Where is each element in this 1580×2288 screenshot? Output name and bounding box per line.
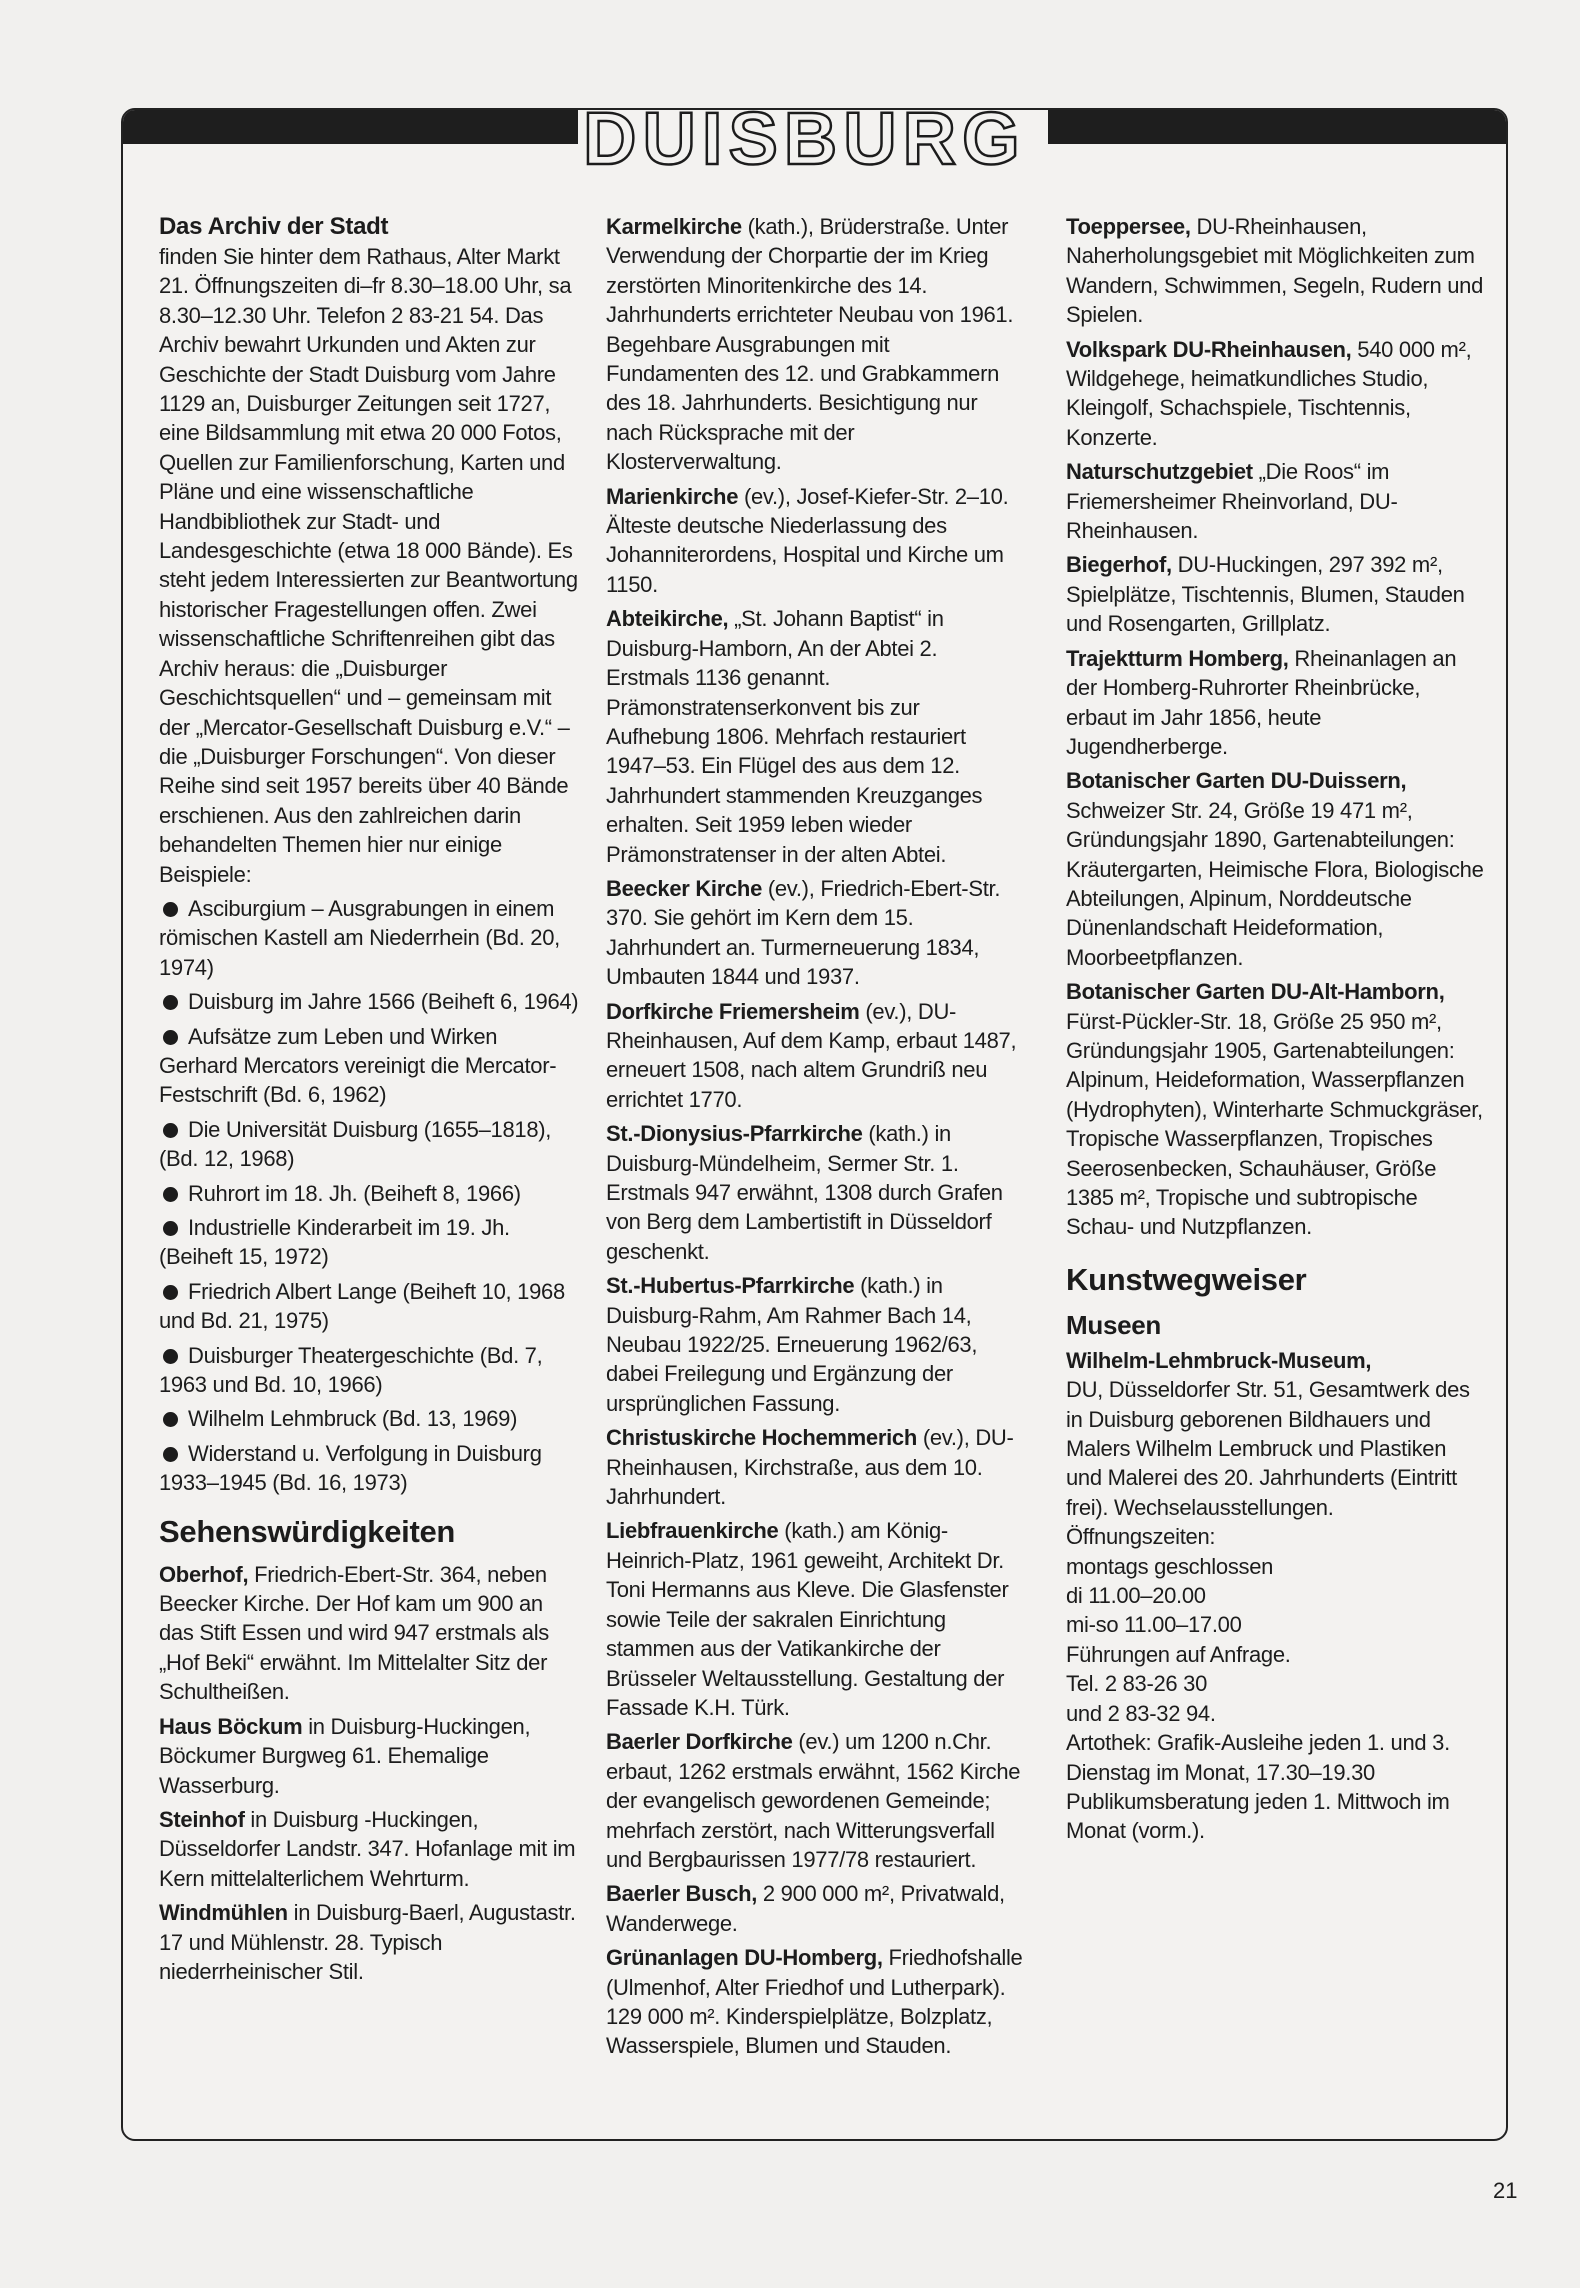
museum-text: DU, Düsseldorfer Str. 51, Gesamtwerk des in Duisburg geborenen Bildhauers und Malers Wilhelm Lembruck und Plastiken und Malerei des 20. Jahrhunderts (Eintritt frei). Wechselausstellungen.	[1066, 1377, 1470, 1520]
entry: Toeppersee, DU-Rheinhausen, Naherholungsgebiet mit Möglichkeiten zum Wandern, Schwimmen, Segeln, Rudern und Spielen.	[1066, 214, 1484, 328]
bullet-icon	[163, 995, 178, 1010]
museen-subheading: Museen	[1066, 1309, 1162, 1340]
artothek-text: Artothek: Grafik-Ausleihe jeden 1. und 3. Dienstag im Monat, 17.30–19.30 Publikumsberatung jeden 1. Mittwoch im Monat (vorm.).	[1066, 1730, 1450, 1844]
archiv-bullet: Industrielle Kinderarbeit im 19. Jh. (Beiheft 15, 1972)	[159, 1215, 510, 1270]
entry: Haus Böckum in Duisburg-Huckingen, Böckumer Burgweg 61. Ehemalige Wasserburg.	[159, 1713, 531, 1798]
sehens-heading: Sehenswürdigkeiten	[159, 1513, 456, 1549]
entry: Baerler Busch, 2 900 000 m², Privatwald, Wanderwege.	[606, 1881, 1005, 1936]
bullet-icon	[163, 1030, 178, 1045]
column-2	[606, 212, 1026, 2066]
bullet-icon	[163, 1412, 178, 1427]
archiv-bullet: Wilhelm Lehmbruck (Bd. 13, 1969)	[159, 1404, 579, 1433]
bullet-icon	[163, 1221, 178, 1236]
archiv-bullet: Widerstand u. Verfolgung in Duisburg 1933–1945 (Bd. 16, 1973)	[159, 1440, 542, 1496]
column-3	[1066, 212, 1486, 1846]
entry: Baerler Dorfkirche (ev.) um 1200 n.Chr. erbaut, 1262 erstmals erwähnt, 1562 Kirche der evangelisch gewordenen Gemeinde; mehrfach zerstört, nach Witterungsverfall und Bergbaurissen 1977/78 restauriert.	[606, 1729, 1021, 1872]
archiv-bullet: Duisburg im Jahre 1566 (Beiheft 6, 1964)	[159, 987, 579, 1016]
archiv-bullet: Ruhrort im 18. Jh. (Beiheft 8, 1966)	[159, 1179, 579, 1208]
hours-line: Führungen auf Anfrage.	[1066, 1641, 1291, 1667]
entry: Liebfrauenkirche (kath.) am König-Heinrich-Platz, 1961 geweiht, Architekt Dr. Toni Hermanns aus Kleve. Die Glasfenster sowie Teile der sakralen Einrichtung stammen aus der Vatikankirche der Brüsseler Weltausstellung. Gestaltung der Fassade K.H. Türk.	[606, 1518, 1009, 1720]
hours-line: montags geschlossen	[1066, 1553, 1274, 1579]
archiv-body: finden Sie hinter dem Rathaus, Alter Markt 21. Öffnungszeiten di–fr 8.30–18.00 Uhr, sa 8.30–12.30 Uhr. Telefon 2 83-21 54. Das Archiv bewahrt Urkunden und Akten zur Geschichte der Stadt Duisburg vom Jahre 1129 an, Duisburger Zeitungen seit 1727, eine Bildsammlung mit etwa 20 000 Fotos, Quellen zur Familienforschung, Karten und Pläne und eine wissenschaftliche Handbibliothek zur Stadt- und Landesgeschichte (etwa 18 000 Bände). Es steht jedem Interessierten zur Beantwortung historischer Fragestellungen offen. Zwei wissenschaftliche Schriftenreihen gibt das Archiv heraus: die „Duisburger Geschichtsquellen“ und – gemeinsam mit der „Mercator-Gesellschaft Duisburg e.V.“ – die „Duisburger Forschungen“. Von dieser Reihe sind seit 1957 bereits über 40 Bände erschienen. Aus den zahlreichen darin behandelten Themen hier nur einige Beispiele:	[159, 244, 578, 887]
entry: Karmelkirche (kath.), Brüderstraße. Unter Verwendung der Chorpartie der im Krieg zerstörten Minoritenkirche des 14. Jahrhunderts errichteter Neubau von 1961. Begehbare Ausgrabungen mit Fundamenten des 12. und Grabkammern des 18. Jahrhunderts. Besichtigung nur nach Rücksprache mit der Klosterverwaltung.	[606, 214, 1014, 475]
bullet-icon	[163, 1123, 178, 1138]
hours-line: und 2 83-32 94.	[1066, 1700, 1216, 1726]
bullet-icon	[163, 1285, 178, 1300]
entry: Dorfkirche Friemersheim (ev.), DU-Rheinhausen, Auf dem Kamp, erbaut 1487, erneuert 1508, nach altem Grundriß neu errichtet 1770.	[606, 998, 1017, 1112]
hours-line: di 11.00–20.00	[1066, 1583, 1206, 1609]
archiv-bullet: Die Universität Duisburg (1655–1818), (Bd. 12, 1968)	[159, 1116, 552, 1172]
entry: Beecker Kirche (ev.), Friedrich-Ebert-Str. 370. Sie gehört im Kern dem 15. Jahrhundert an. Turmerneuerung 1834, Umbauten 1844 und 1937.	[606, 875, 1001, 990]
kunst-heading: Kunstwegweiser	[1066, 1261, 1307, 1297]
entry: Volkspark DU-Rheinhausen, 540 000 m², Wildgehege, heimatkundliches Studio, Kleingolf, Schachspiele, Tischtennis, Konzerte.	[1066, 336, 1472, 450]
archiv-bullet: Duisburger Theatergeschichte (Bd. 7, 1963 und Bd. 10, 1966)	[159, 1342, 543, 1398]
bullet-icon	[163, 1447, 178, 1462]
entry: Marienkirche (ev.), Josef-Kiefer-Str. 2–10. Älteste deutsche Niederlassung des Johanniterordens, Hospital und Kirche um 1150.	[606, 483, 1009, 597]
hours-line: Öffnungszeiten:	[1066, 1524, 1216, 1550]
hours-line: mi-so 11.00–17.00	[1066, 1612, 1242, 1638]
museum-name: Wilhelm-Lehmbruck-Museum,	[1066, 1347, 1372, 1373]
entry: Trajektturm Homberg, Rheinanlagen an der Homberg-Ruhrorter Rheinbrücke, erbaut im Jahr 1856, heute Jugendherberge.	[1066, 645, 1457, 759]
bullet-icon	[163, 1349, 178, 1364]
bullet-icon	[163, 902, 178, 917]
entry: Abteikirche, „St. Johann Baptist“ in Duisburg-Hamborn, An der Abtei 2. Erstmals 1136 genannt. Prämonstratenserkonvent bis zur Aufhebung 1806. Mehrfach restauriert 1947–53. Ein Flügel des aus dem 12. Jahrhundert stammenden Kreuzganges erhalten. Seit 1959 leben wieder Prämonstratenser in der alten Abtei.	[606, 606, 983, 867]
entry: Christuskirche Hochemmerich (ev.), DU-Rheinhausen, Kirchstraße, aus dem 10. Jahrhundert.	[606, 1425, 1014, 1510]
page-title: DUISBURG	[583, 108, 1026, 180]
archiv-bullet: Asciburgium – Ausgrabungen in einem römischen Kastell am Niederrhein (Bd. 20, 1974)	[159, 895, 560, 980]
entry: Windmühlen in Duisburg-Baerl, Augustastr. 17 und Mühlenstr. 28. Typisch niederrheinischer Stil.	[159, 1900, 576, 1984]
entry: St.-Dionysius-Pfarrkirche (kath.) in Duisburg-Mündelheim, Sermer Str. 1. Erstmals 947 erwähnt, 1308 durch Grafen von Berg dem Lambertistift in Düsseldorf geschenkt.	[606, 1121, 1003, 1264]
bullet-icon	[163, 1187, 178, 1202]
entry: St.-Hubertus-Pfarrkirche (kath.) in Duisburg-Rahm, Am Rahmer Bach 14, Neubau 1922/25. Erneuerung 1962/63, dabei Freilegung und Ergänzung der ursprünglichen Fassung.	[606, 1273, 978, 1416]
entry: Oberhof, Friedrich-Ebert-Str. 364, neben Beecker Kirche. Der Hof kam um 900 an das Stift Essen und wird 947 erstmals als „Hof Beki“ erwähnt. Im Mittelalter Sitz der Schultheißen.	[159, 1561, 549, 1705]
entry: Grünanlagen DU-Homberg, Friedhofshalle (Ulmenhof, Alter Friedhof und Lutherpark). 129 000 m². Kinderspielplätze, Bolzplatz, Wasserspiele, Blumen und Stauden.	[606, 1945, 1023, 2059]
column-1	[159, 212, 579, 1991]
museum-entry	[1066, 1346, 1486, 1846]
archiv-bullet: Aufsätze zum Leben und Wirken Gerhard Mercators vereinigt die Mercator-Festschrift (Bd. 6, 1962)	[159, 1023, 557, 1108]
entry: Naturschutzgebiet „Die Roos“ im Friemersheimer Rheinvorland, DU-Rheinhausen.	[1066, 459, 1398, 544]
entry: Biegerhof, DU-Huckingen, 297 392 m², Spielplätze, Tischtennis, Blumen, Stauden und Rosengarten, Grillplatz.	[1066, 552, 1465, 637]
entry: Botanischer Garten DU-Duissern, Schweizer Str. 24, Größe 19 471 m², Gründungsjahr 1890, Gartenabteilungen: Kräutergarten, Heimische Flora, Biologische Abteilungen, Alpinum, Norddeutsche Dünenlandschaft Heideformation, Moorbeetpflanzen.	[1066, 768, 1484, 970]
content-frame	[121, 108, 1508, 2141]
hours-line: Tel. 2 83-26 30	[1066, 1671, 1208, 1697]
archiv-heading: Das Archiv der Stadt	[159, 213, 389, 240]
entry: Botanischer Garten DU-Alt-Hamborn, Fürst-Pückler-Str. 18, Größe 25 950 m², Gründungsjahr 1905, Gartenabteilungen: Alpinum, Heideformation, Wasserpflanzen (Hydrophyten), Winterharte Schmuckgräser, Tropische Wasserpflanzen, Tropisches Seerosenbecken, Schauhäuser, Größe 1385 m², Tropische und subtropische Schau- und Nutzpflanzen.	[1066, 979, 1483, 1240]
entry: Steinhof in Duisburg -Huckingen, Düsseldorfer Landstr. 347. Hofanlage mit im Kern mittelalterlichem Wehrturm.	[159, 1806, 576, 1891]
page-number: 21	[1493, 2178, 1518, 2203]
archiv-bullet: Friedrich Albert Lange (Beiheft 10, 1968 und Bd. 21, 1975)	[159, 1278, 565, 1334]
